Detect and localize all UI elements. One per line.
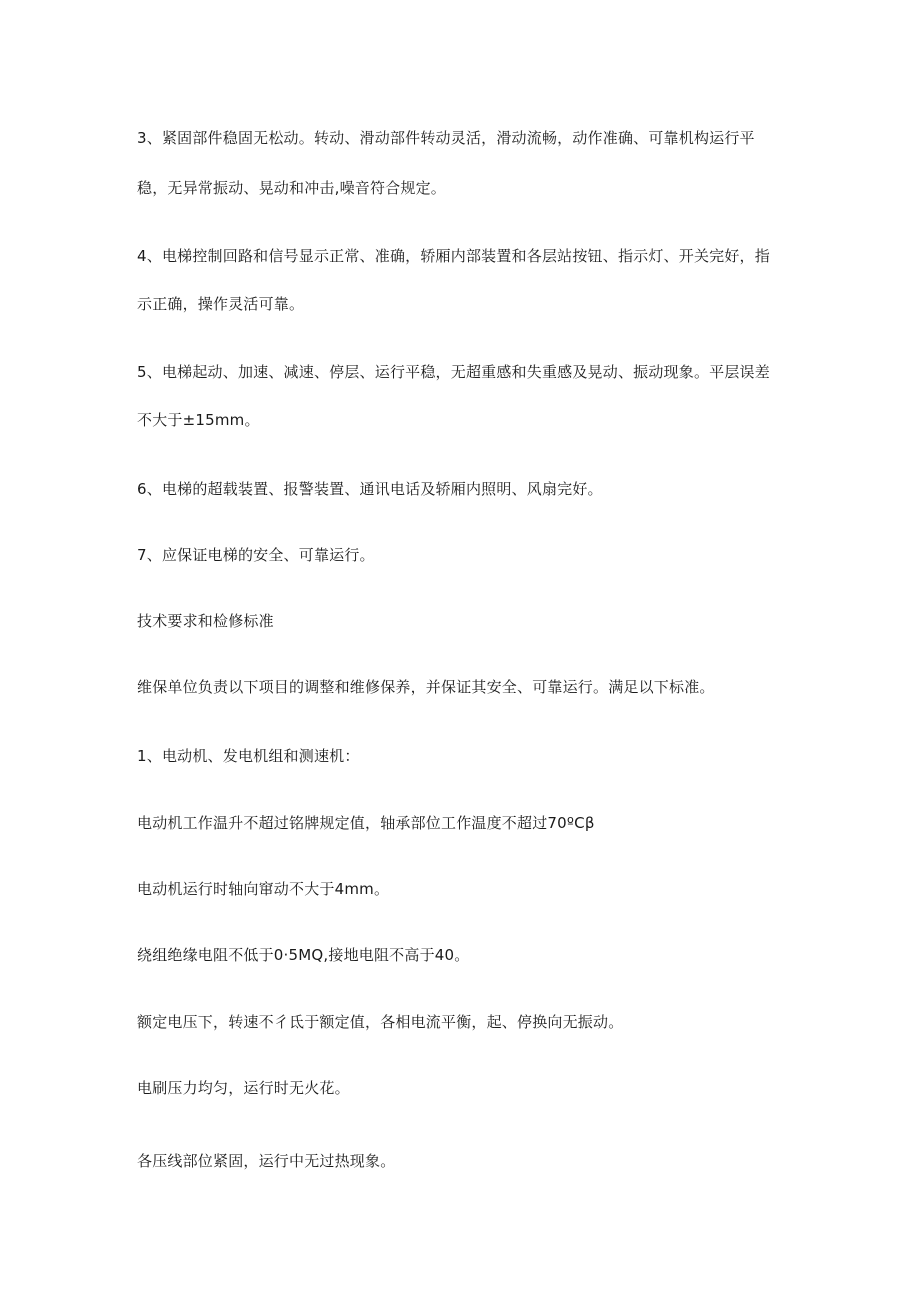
motor-axial-play-line: 电动机运行时轴向窜动不大于4mm。 <box>137 880 390 898</box>
paragraph-7: 7、应保证电梯的安全、可靠运行。 <box>137 546 375 564</box>
item-1-heading: 1、电动机、发电机组和测速机： <box>137 747 360 765</box>
paragraph-6: 6、电梯的超载装置、报警装置、通讯电话及轿厢内照明、风扇完好。 <box>137 480 603 498</box>
paragraph-4-line-2: 示正确，操作灵活可靠。 <box>137 295 305 313</box>
paragraph-5-line-2: 不大于±15mm。 <box>137 411 260 429</box>
paragraph-3-line-1: 3、紧固部件稳固无松动。转动、滑动部件转动灵活，滑动流畅，动作准确、可靠机构运行平 <box>137 129 755 147</box>
section-heading: 技术要求和检修标准 <box>137 612 274 630</box>
paragraph-4-line-1: 4、电梯控制回路和信号显示正常、准确，轿厢内部装置和各层站按钮、指示灯、开关完好，指 <box>137 247 770 265</box>
terminal-fastening-line: 各压线部位紧固，运行中无过热现象。 <box>137 1152 396 1170</box>
brush-pressure-line: 电刷压力均匀，运行时无火花。 <box>137 1079 350 1097</box>
motor-temperature-line: 电动机工作温升不超过铭牌规定值，轴承部位工作温度不超过70ºCβ <box>137 814 595 832</box>
rated-voltage-line: 额定电压下，转速不彳氐于额定值，各相电流平衡，起、停换向无振动。 <box>137 1013 624 1031</box>
paragraph-3-line-2: 稳，无异常振动、晃动和冲击,噪音符合规定。 <box>137 179 446 197</box>
insulation-resistance-line: 绕组绝缘电阻不低于0·5MQ,接地电阻不高于40。 <box>137 946 470 964</box>
paragraph-5-line-1: 5、电梯起动、加速、减速、停层、运行平稳，无超重感和失重感及晃动、振动现象。平层误差 <box>137 363 770 381</box>
intro-paragraph: 维保单位负责以下项目的调整和维修保养，并保证其安全、可靠运行。满足以下标准。 <box>137 678 715 696</box>
